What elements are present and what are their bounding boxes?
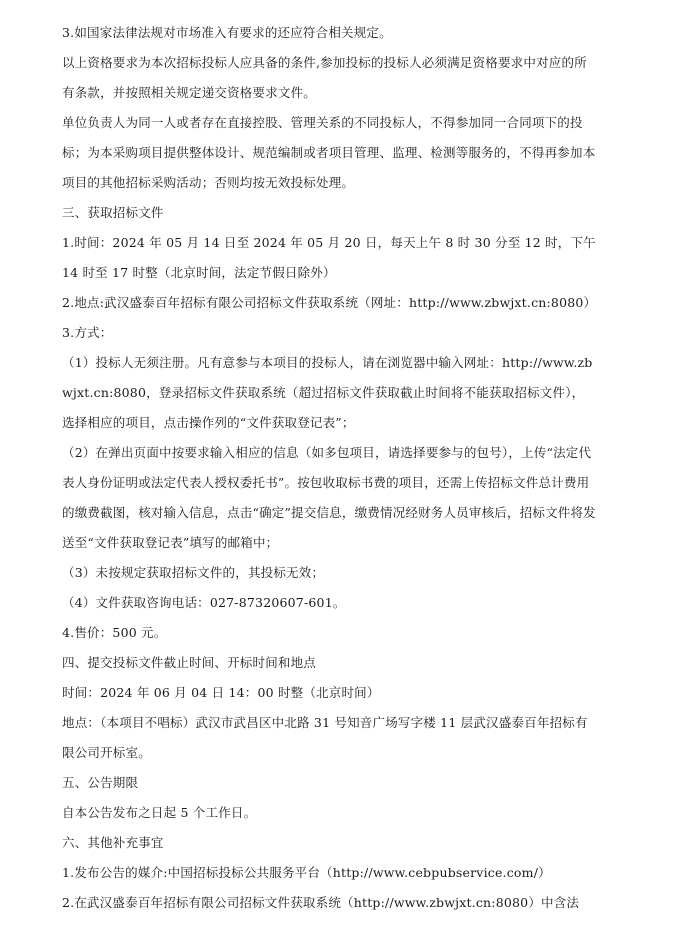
para-method-step-3: （3）未按规定获取招标文件的，其投标无效； (62, 565, 325, 580)
para-market-access: 3.如国家法律法规对市场准入有要求的还应符合相关规定。 (62, 25, 392, 40)
para-notice-period: 自本公告发布之日起 5 个工作日。 (62, 805, 257, 820)
section-heading-obtain-documents: 三、获取招标文件 (62, 205, 164, 220)
section-heading-notice-period: 五、公告期限 (62, 775, 139, 790)
para-qualification-requirements: 以上资格要求为本次招标投标人应具备的条件,参加投标的投标人必须满足资格要求中对应的所有条款，并按照相关规定递交资格要求文件。 (62, 55, 587, 100)
para-system-note: 2.在武汉盛泰百年招标有限公司招标文件获取系统（http://www.zbwjxt.cn:8080）中含法 (62, 895, 580, 910)
para-publication-media: 1.发布公告的媒介:中国招标投标公共服务平台（http://www.cebpubservice.com/） (62, 865, 551, 880)
para-method-step-4: （4）文件获取咨询电话：027-87320607-601。 (62, 595, 346, 610)
para-obtain-time: 1.时间：2024 年 05 月 14 日至 2024 年 05 月 20 日，每天上午 8 时 30 分至 12 时，下午 14 时至 17 时整（北京时间，法定节假日除外） (62, 235, 596, 280)
para-submission-location: 地点：（本项目不唱标）武汉市武昌区中北路 31 号知音广场写字楼 11 层武汉盛泰百年招标有限公司开标室。 (62, 715, 588, 760)
para-obtain-location: 2.地点:武汉盛泰百年招标有限公司招标文件获取系统（网址：http://www.zbwjxt.cn:8080） (62, 295, 597, 310)
para-conflict-of-interest: 单位负责人为同一人或者存在直接控股、管理关系的不同投标人，不得参加同一合同项下的投标；为本采购项目提供整体设计、规范编制或者项目管理、监理、检测等服务的，不得再参加本项目的其他招标采购活动；否则均按无效投标处理。 (62, 115, 596, 190)
para-method-step-1: （1）投标人无须注册。凡有意参与本项目的投标人，请在浏览器中输入网址：http://www.zbwjxt.cn:8080，登录招标文件获取系统（超过招标文件获取截止时间将不能获取招标文件），选择相应的项目，点击操作列的“文件获取登记表”； (62, 355, 593, 430)
para-price: 4.售价：500 元。 (62, 625, 167, 640)
section-heading-other-matters: 六、其他补充事宜 (62, 835, 164, 850)
para-submission-time: 时间：2024 年 06 月 04 日 14：00 时整（北京时间） (62, 685, 380, 700)
para-method-step-2: （2）在弹出页面中按要求输入相应的信息（如多包项目，请选择要参与的包号），上传“法定代表人身份证明或法定代表人授权委托书”。按包收取标书费的项目，还需上传招标文件总计费用的缴费截图，核对输入信息，点击“确定”提交信息，缴费情况经财务人员审核后，招标文件将发送至“文件获取登记表”填写的邮箱中； (62, 445, 596, 550)
para-obtain-method-heading: 3.方式： (62, 325, 113, 340)
section-heading-submission: 四、提交投标文件截止时间、开标时间和地点 (62, 655, 317, 670)
